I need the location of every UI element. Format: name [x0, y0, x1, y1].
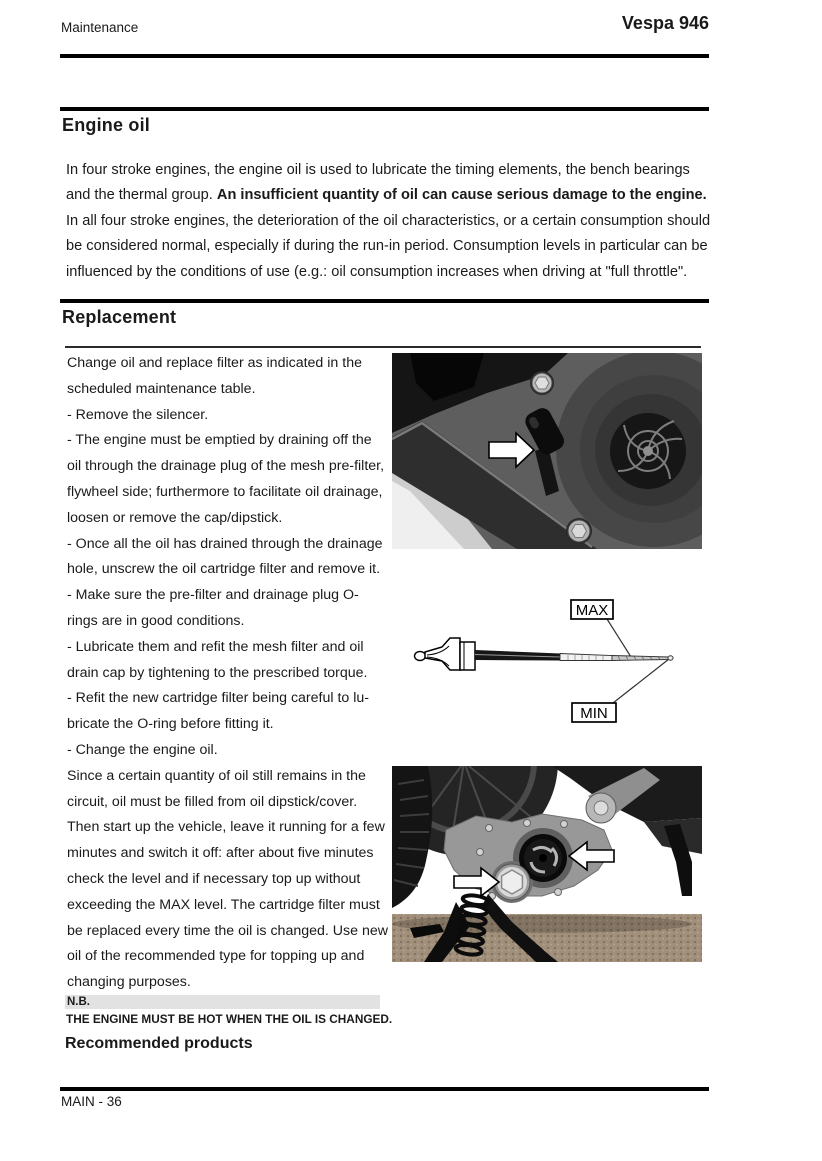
instruction-line: Then start up the vehicle, leave it running for a few: [67, 819, 385, 836]
figure-filter-drain-photo: [392, 766, 702, 962]
figure-dipstick-cap-photo: [392, 353, 702, 549]
svg-text:MIN: MIN: [580, 705, 608, 722]
engine-photo-illustration: [392, 353, 702, 549]
instruction-line: - Lubricate them and refit the mesh filter and oil: [67, 638, 364, 655]
divider: [65, 346, 701, 348]
instruction-line: flywheel side; furthermore to facilitate oil drainage,: [67, 483, 383, 500]
instruction-line: - Once all the oil has drained through the drainage: [67, 535, 383, 552]
dipstick-diagram-illustration: [392, 558, 708, 764]
instruction-line: be replaced every time the oil is changed. Use new: [67, 922, 388, 939]
intro-text-bold: An insufficient quantity of oil can cause serious damage to the engine.: [216, 187, 707, 204]
instruction-line: circuit, oil must be filled from oil dipstick/cover.: [67, 793, 358, 810]
divider: [60, 299, 709, 303]
figure-dipstick-diagram: [392, 558, 708, 764]
instruction-line: minutes and switch it off: after about five minutes: [67, 845, 374, 862]
instruction-line: check the level and if necessary top up without: [67, 870, 361, 887]
divider: [60, 107, 709, 111]
instruction-line: changing purposes.: [67, 974, 191, 991]
instruction-line: - Make sure the pre-filter and drainage plug O-: [67, 587, 359, 604]
note-label: N.B.: [65, 995, 380, 1009]
max-label: [571, 600, 613, 619]
instruction-line: exceeding the MAX level. The cartridge filter must: [67, 896, 380, 913]
instruction-line: loosen or remove the cap/dipstick.: [67, 509, 283, 526]
section-title-engine-oil: Engine oil: [62, 115, 151, 135]
instruction-line: Since a certain quantity of oil still remains in the: [67, 767, 366, 784]
section-title-recommended-products: Recommended products: [65, 1035, 253, 1052]
page-number: MAIN - 36: [61, 1094, 122, 1109]
instruction-line: drain cap by tightening to the prescribed torque.: [67, 664, 368, 681]
instruction-line: - Refit the new cartridge filter being careful to lu-: [67, 690, 370, 707]
instruction-line: hole, unscrew the oil cartridge filter and remove it.: [67, 561, 381, 578]
header-model-title: Vespa 946: [621, 13, 709, 33]
bolt: [566, 518, 592, 544]
instruction-line: - The engine must be emptied by draining off the: [67, 432, 372, 449]
instruction-line: Change oil and replace filter as indicated in the: [67, 355, 362, 371]
min-label: [572, 703, 616, 722]
instruction-line: rings are in good conditions.: [67, 612, 245, 629]
intro-text-normal: In four stroke engines, the engine oil is used to lubricate the timing elements, the bench bearings and the thermal group.: [66, 162, 690, 204]
instruction-line: oil of the recommended type for topping up and: [67, 948, 365, 965]
bolt: [530, 371, 554, 395]
divider: [60, 1087, 709, 1091]
replacement-instructions: [67, 351, 401, 996]
engine-underside-illustration: [392, 766, 702, 962]
intro-text-rest: In all four stroke engines, the deterioration of the oil characteristics, or a certain consumption should be considered normal, especially if during the run-in period. Consumption levels in particular can be influenced by the conditions of use (e.g.: oil consumption increases when driving at "full throttle".: [66, 212, 711, 280]
instruction-line: oil through the drainage plug of the mesh pre-filter,: [67, 458, 385, 475]
section-title-replacement: Replacement: [62, 307, 177, 327]
divider: [60, 54, 709, 58]
instruction-line: scheduled maintenance table.: [67, 380, 256, 397]
svg-text:MAX: MAX: [575, 602, 609, 619]
instruction-line: - Change the engine oil.: [67, 741, 218, 758]
instruction-line: - Remove the silencer.: [67, 406, 209, 423]
instruction-line: bricate the O-ring before fitting it.: [67, 716, 274, 733]
note-text: THE ENGINE MUST BE HOT WHEN THE OIL IS CHANGED.: [66, 1012, 393, 1026]
header-section-label: Maintenance: [61, 20, 139, 35]
engine-oil-paragraph: [66, 158, 716, 285]
